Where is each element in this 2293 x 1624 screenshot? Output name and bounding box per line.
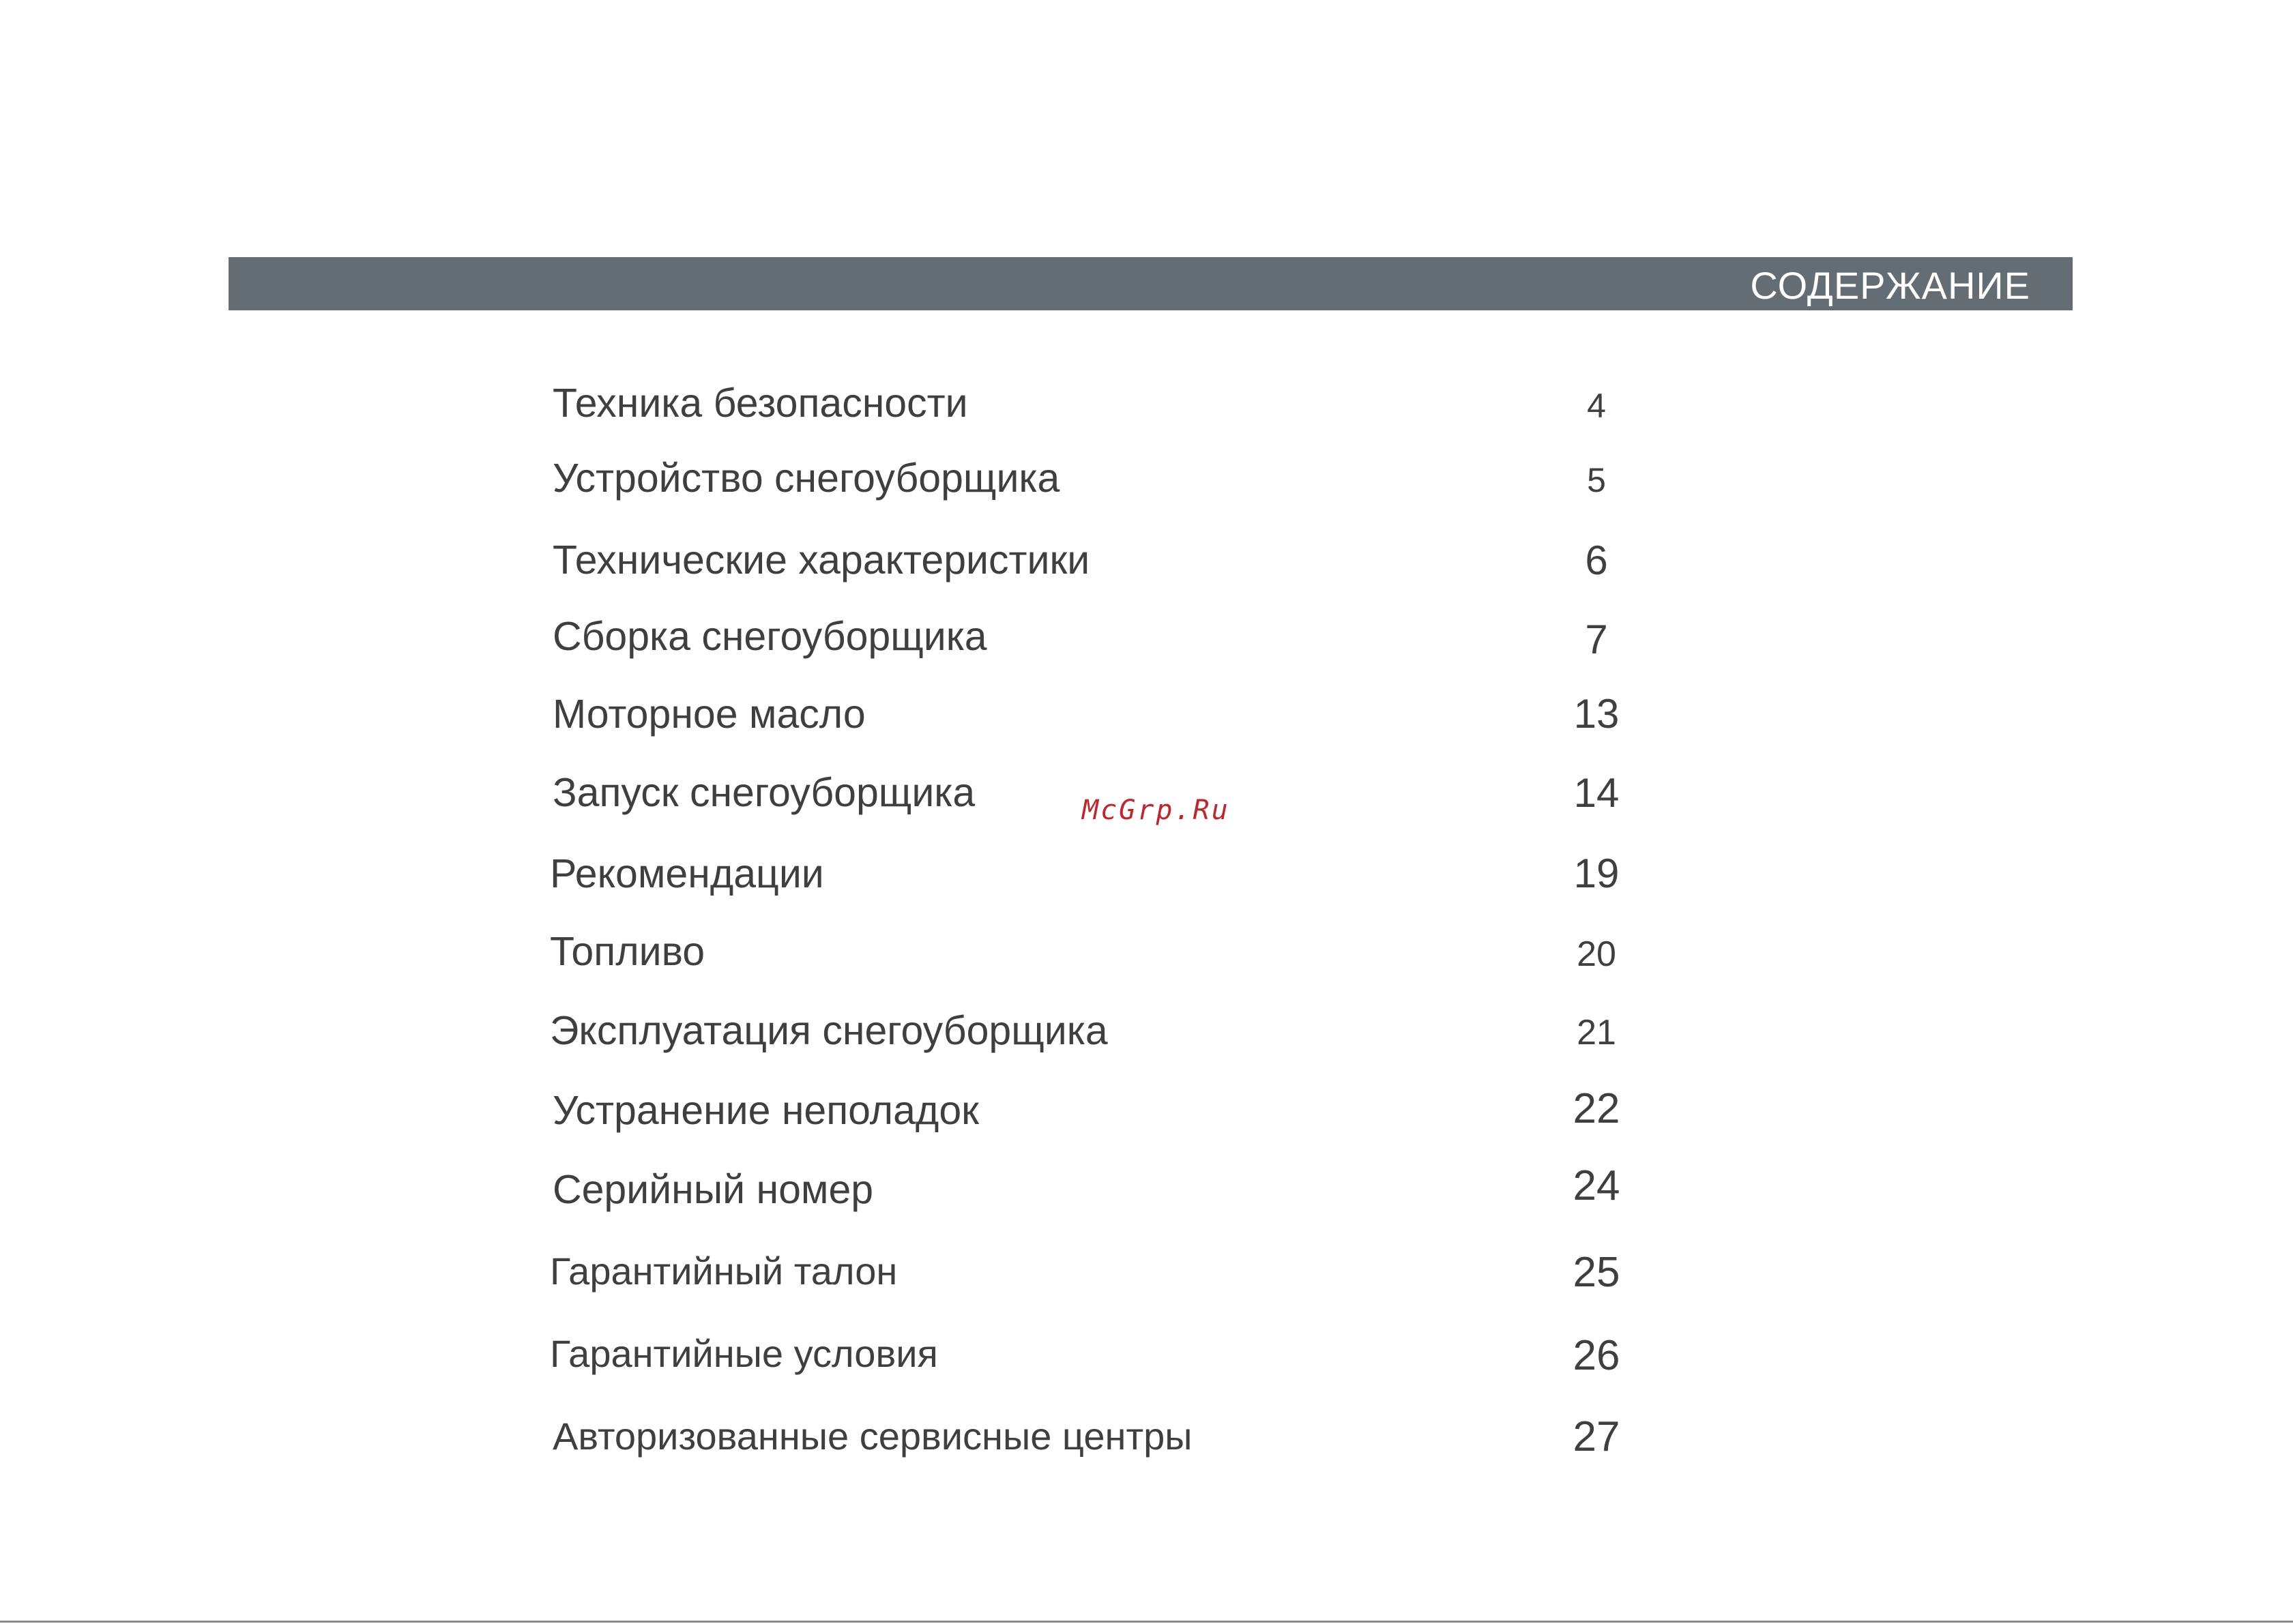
toc-item-page[interactable]: 7: [1585, 617, 1608, 662]
toc-item-page[interactable]: 5: [1587, 461, 1606, 499]
watermark: McGrp.Ru: [1082, 795, 1230, 826]
toc-item-page[interactable]: 24: [1573, 1162, 1620, 1209]
toc-item-title[interactable]: Устранение неполадок: [553, 1088, 979, 1133]
toc-item-title[interactable]: Техника безопасности: [553, 381, 968, 426]
toc-item-page[interactable]: 6: [1585, 537, 1608, 583]
toc-item-title[interactable]: Гарантийные условия: [550, 1332, 938, 1375]
toc-item-page[interactable]: 13: [1573, 691, 1620, 737]
toc-item-title[interactable]: Эксплуатация снегоуборщика: [550, 1008, 1108, 1053]
toc-item-page[interactable]: 20: [1577, 934, 1616, 974]
toc-item-page[interactable]: 4: [1587, 387, 1606, 425]
toc-item-title[interactable]: Серийный номер: [553, 1167, 874, 1212]
toc-item-page[interactable]: 21: [1577, 1013, 1616, 1052]
toc-item-title[interactable]: Запуск снегоуборщика: [553, 770, 976, 815]
toc-item-page[interactable]: 22: [1573, 1085, 1620, 1132]
toc-item-title[interactable]: Рекомендации: [550, 851, 824, 896]
bottom-divider: [0, 1621, 2293, 1623]
toc-item-page[interactable]: 27: [1573, 1413, 1620, 1460]
page-title: СОДЕРЖАНИЕ: [1750, 264, 2030, 307]
header-bar: [229, 257, 2073, 310]
toc-item-page[interactable]: 25: [1573, 1249, 1620, 1296]
toc-item-title[interactable]: Технические характеристики: [553, 537, 1090, 582]
toc-item-title[interactable]: Устройство снегоуборщика: [553, 456, 1060, 501]
toc-item-title[interactable]: Сборка снегоуборщика: [553, 614, 987, 659]
toc-item-title[interactable]: Топливо: [550, 929, 705, 974]
toc-item-page[interactable]: 26: [1573, 1332, 1620, 1379]
toc-item-page[interactable]: 19: [1573, 851, 1620, 896]
toc-item-title[interactable]: Гарантийный талон: [550, 1250, 898, 1293]
toc-item-page[interactable]: 14: [1573, 770, 1620, 816]
toc-item-title[interactable]: Моторное масло: [553, 692, 866, 737]
toc-item-title[interactable]: Авторизованные сервисные центры: [553, 1415, 1193, 1458]
